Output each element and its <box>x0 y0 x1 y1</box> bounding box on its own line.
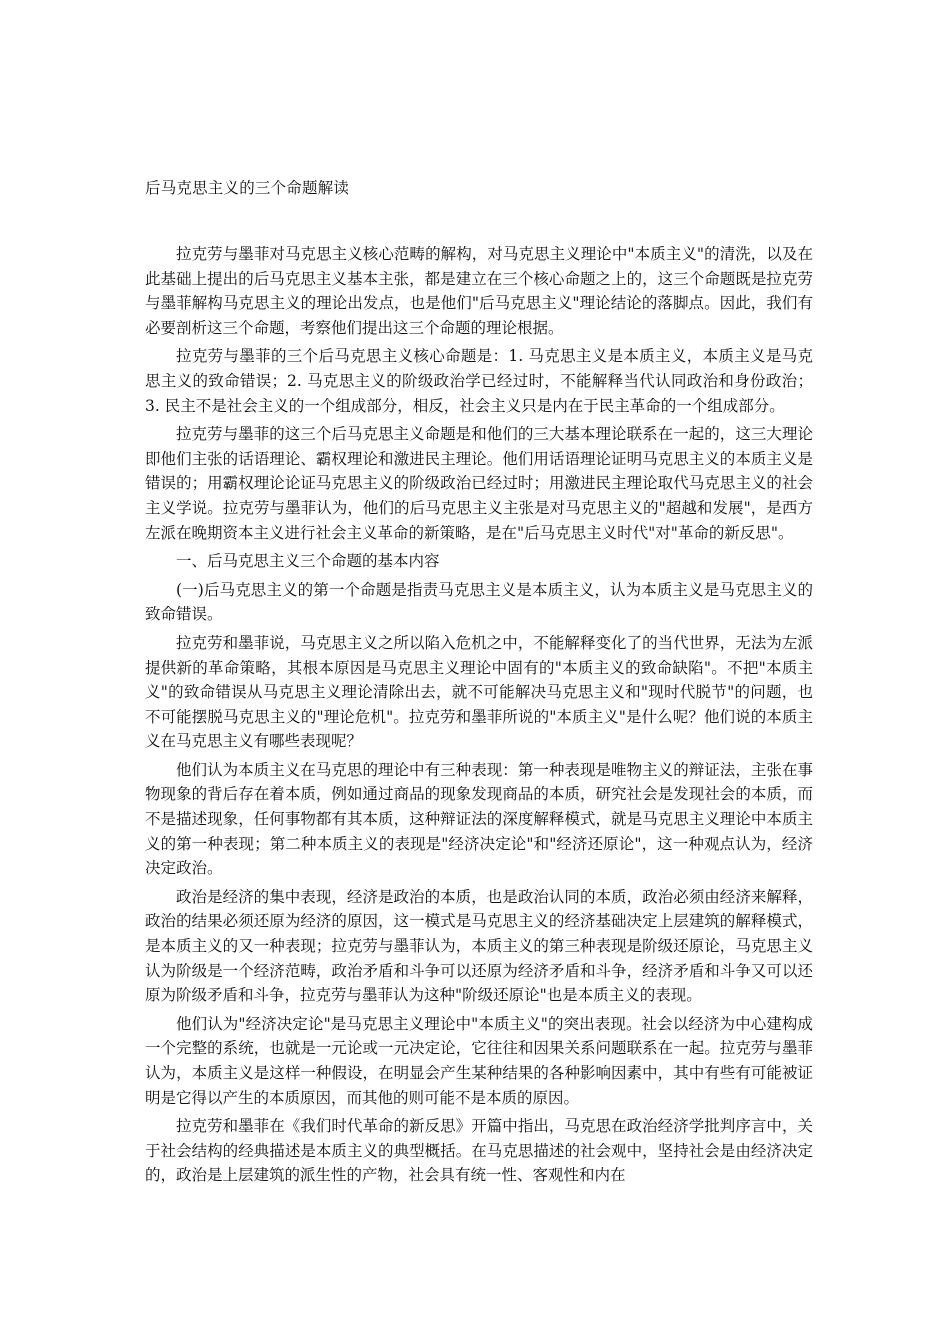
document-title: 后马克思主义的三个命题解读 <box>145 179 350 197</box>
paragraph-3: 拉克劳与墨菲的这三个后马克思主义命题是和他们的三大基本理论联系在一起的，这三大理论即他们主张的话语理论、霸权理论和激进民主理论。他们用话语理论证明马克思主义的本质主义是错误的；用霸权理论论证马克思主义的阶级政治已经过时；用激进民主理论取代马克思主义的社会主义学说。拉克劳与墨菲认为，他们的后马克思主义主张是对马克思主义的"超越和发展"，是西方左派在晚期资本主义进行社会主义革命的新策略，是在"后马克思主义时代"对"革命的新反思"。 <box>145 425 813 542</box>
paragraph-7: 他们认为"经济决定论"是马克思主义理论中"本质主义"的突出表现。社会以经济为中心建构成一个完整的系统，也就是一元论或一元决定论，它往往和因果关系问题联系在一起。拉克劳与墨菲认为，本质主义是这样一种假设，在明显会产生某种结果的各种影响因素中，其中有些有可能被证明是它得以产生的本质原因，而其他的则可能不是本质的原因。 <box>145 1014 813 1107</box>
document-page <box>145 176 813 1192</box>
paragraph-2: 拉克劳与墨菲的三个后马克思主义核心命题是：1. 马克思主义是本质主义，本质主义是马克思主义的致命错误；2. 马克思主义的阶级政治学已经过时，不能解释当代认同政治和身份政治；3. 民主不是社会主义的一个组成部分，相反，社会主义只是内在于民主革命的一个组成部分。 <box>145 347 813 415</box>
document-body <box>145 242 813 1188</box>
paragraph-1: 拉克劳与墨菲对马克思主义核心范畴的解构，对马克思主义理论中"本质主义"的清洗，以及在此基础上提出的后马克思主义基本主张，都是建立在三个核心命题之上的，这三个命题既是拉克劳与墨菲解构马克思主义的理论出发点，也是他们"后马克思主义"理论结论的落脚点。因此，我们有必要剖析这三个命题，考察他们提出这三个命题的理论根据。 <box>145 245 813 337</box>
section-heading-1: 一、后马克思主义三个命题的基本内容 <box>176 552 440 571</box>
paragraph-8: 拉克劳和墨菲在《我们时代革命的新反思》开篇中指出，马克思在政治经济学批判序言中，关于社会结构的经典描述是本质主义的典型概括。在马克思描述的社会观中，坚持社会是由经济决定的，政治是上层建筑的派生性的产物，社会具有统一性、客观性和内在 <box>145 1117 813 1185</box>
paragraph-4: 拉克劳和墨菲说，马克思主义之所以陷入危机之中，不能解释变化了的当代世界，无法为左派提供新的革命策略，其根本原因是马克思主义理论中固有的"本质主义的致命缺陷"。不把"本质主义"的致命错误从马克思主义理论清除出去，就不可能解决马克思主义和"现时代脱节"的问题，也不可能摆脱马克思主义的"理论危机"。拉克劳和墨菲所说的"本质主义"是什么呢？他们说的本质主义在马克思主义有哪些表现呢？ <box>145 633 813 751</box>
subsection-heading-1: (一)后马克思主义的第一个命题是指责马克思主义是本质主义，认为本质主义是马克思主义的致命错误。 <box>145 580 813 624</box>
paragraph-6: 政治是经济的集中表现，经济是政治的本质，也是政治认同的本质，政治必须由经济来解释，政治的结果必须还原为经济的原因，这一模式是马克思主义的经济基础决定上层建筑的解释模式，是本质主义的又一种表现；拉克劳与墨菲认为，本质主义的第三种表现是阶级还原论，马克思主义认为阶级是一个经济范畴，政治矛盾和斗争可以还原为经济矛盾和斗争，经济矛盾和斗争又可以还原为阶级矛盾和斗争，拉克劳与墨菲认为这种"阶级还原论"也是本质主义的表现。 <box>145 887 813 1005</box>
paragraph-5: 他们认为本质主义在马克思的理论中有三种表现：第一种表现是唯物主义的辩证法，主张在事物现象的背后存在着本质，例如通过商品的现象发现商品的本质，研究社会是发现社会的本质，而不是描述现象，任何事物都有其本质，这种辩证法的深度解释模式，就是马克思主义理论中本质主义的第一种表现；第二种本质主义的表现是"经济决定论"和"经济还原论"，这一种观点认为，经济决定政治。 <box>145 760 813 878</box>
